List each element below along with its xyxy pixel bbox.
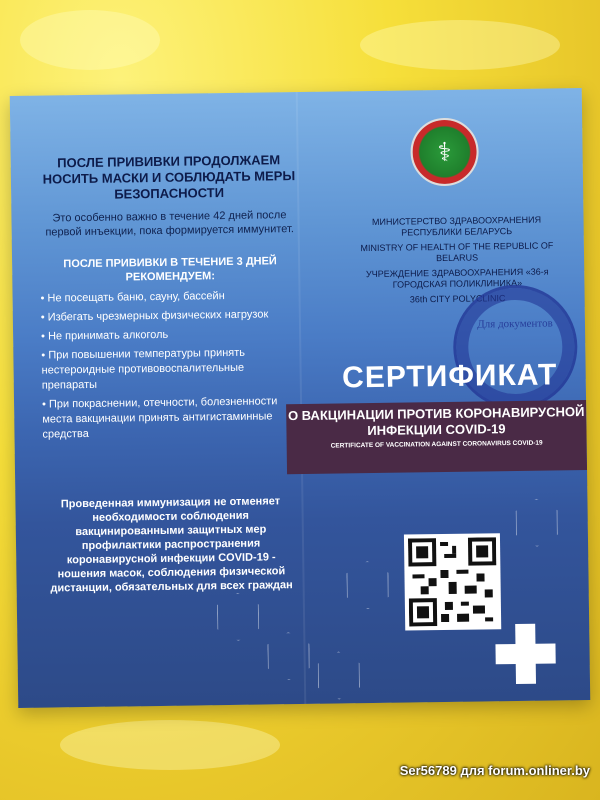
left-panel [39, 152, 303, 447]
list-item: • Избегать чрезмерных физических нагрузок [40, 308, 269, 324]
recommendation-list [40, 288, 302, 443]
heading-masks: ПОСЛЕ ПРИВИВКИ ПРОДОЛЖАЕМ НОСИТЬ МАСКИ И СОБЛЮДАТЬ МЕРЫ БЕЗОПАСНОСТИ [42, 152, 296, 202]
institution-name-ru: УЧРЕЖДЕНИЕ ЗДРАВООХРАНЕНИЯ «36-я ГОРОДСКАЯ ПОЛИКЛИНИКА» [365, 266, 549, 290]
qr-code [404, 533, 501, 630]
immunization-notice: Проведенная иммунизация не отменяет необходимости соблюдения вакцинированными защитных мер профилактики распространения коронавирусной инфекции COVID-19 - ношения масок, соблюдения физической дистанции, обязательных для всех граждан [50, 495, 293, 595]
ministry-name-en: MINISTRY OF HEALTH OF THE REPUBLIC OF BELARUS [360, 240, 554, 264]
heading-recommendations: ПОСЛЕ ПРИВИВКИ В ТЕЧЕНИЕ 3 ДНЕЙ РЕКОМЕНДУЕМ: [63, 255, 277, 284]
list-item: • Не принимать алкоголь [41, 328, 169, 343]
vaccination-certificate-leaflet [10, 88, 590, 708]
hexagon-decoration [318, 651, 361, 700]
caduceus-icon: ⚕ [437, 136, 452, 168]
qr-code-pattern [408, 537, 497, 626]
hexagon-decoration [217, 593, 260, 642]
ministry-name-ru: МИНИСТЕРСТВО ЗДРАВООХРАНЕНИЯ РЕСПУБЛИКИ БЕЛАРУСЬ [371, 214, 542, 238]
certificate-subtitle: О ВАКЦИНАЦИИ ПРОТИВ КОРОНАВИРУСНОЙ ИНФЕКЦИИ COVID-19 [287, 404, 585, 439]
fabric-highlight [60, 720, 280, 770]
certificate-banner [286, 400, 587, 474]
list-item: • При повышении температуры принять нестероидные противовоспалительные препараты [41, 346, 246, 392]
fabric-highlight [360, 20, 560, 70]
ministry-emblem-logo [410, 117, 479, 186]
institution-name-en: 36th CITY POLYCLINIC [409, 293, 506, 305]
immunity-note: Это особенно важно в течение 42 дней после первой инъекции, пока формируется иммунитет. [45, 209, 294, 239]
medical-cross-icon [495, 623, 556, 684]
certificate-subtitle-en: CERTIFICATE OF VACCINATION AGAINST CORONAVIRUS COVID-19 [330, 439, 543, 450]
list-item: • При покраснении, отечности, болезненности места вакцинации принять антигистаминные средства [41, 395, 278, 441]
stamp-label: Для документов [477, 317, 553, 331]
hexagon-decoration [346, 561, 389, 610]
forum-watermark: Ser56789 для forum.onliner.by [399, 763, 590, 778]
list-item: • Не посещать баню, сауну, бассейн [40, 290, 225, 305]
fabric-highlight [20, 10, 160, 70]
hexagon-decoration [515, 498, 558, 547]
certificate-title: СЕРТИФИКАТ [341, 358, 558, 395]
